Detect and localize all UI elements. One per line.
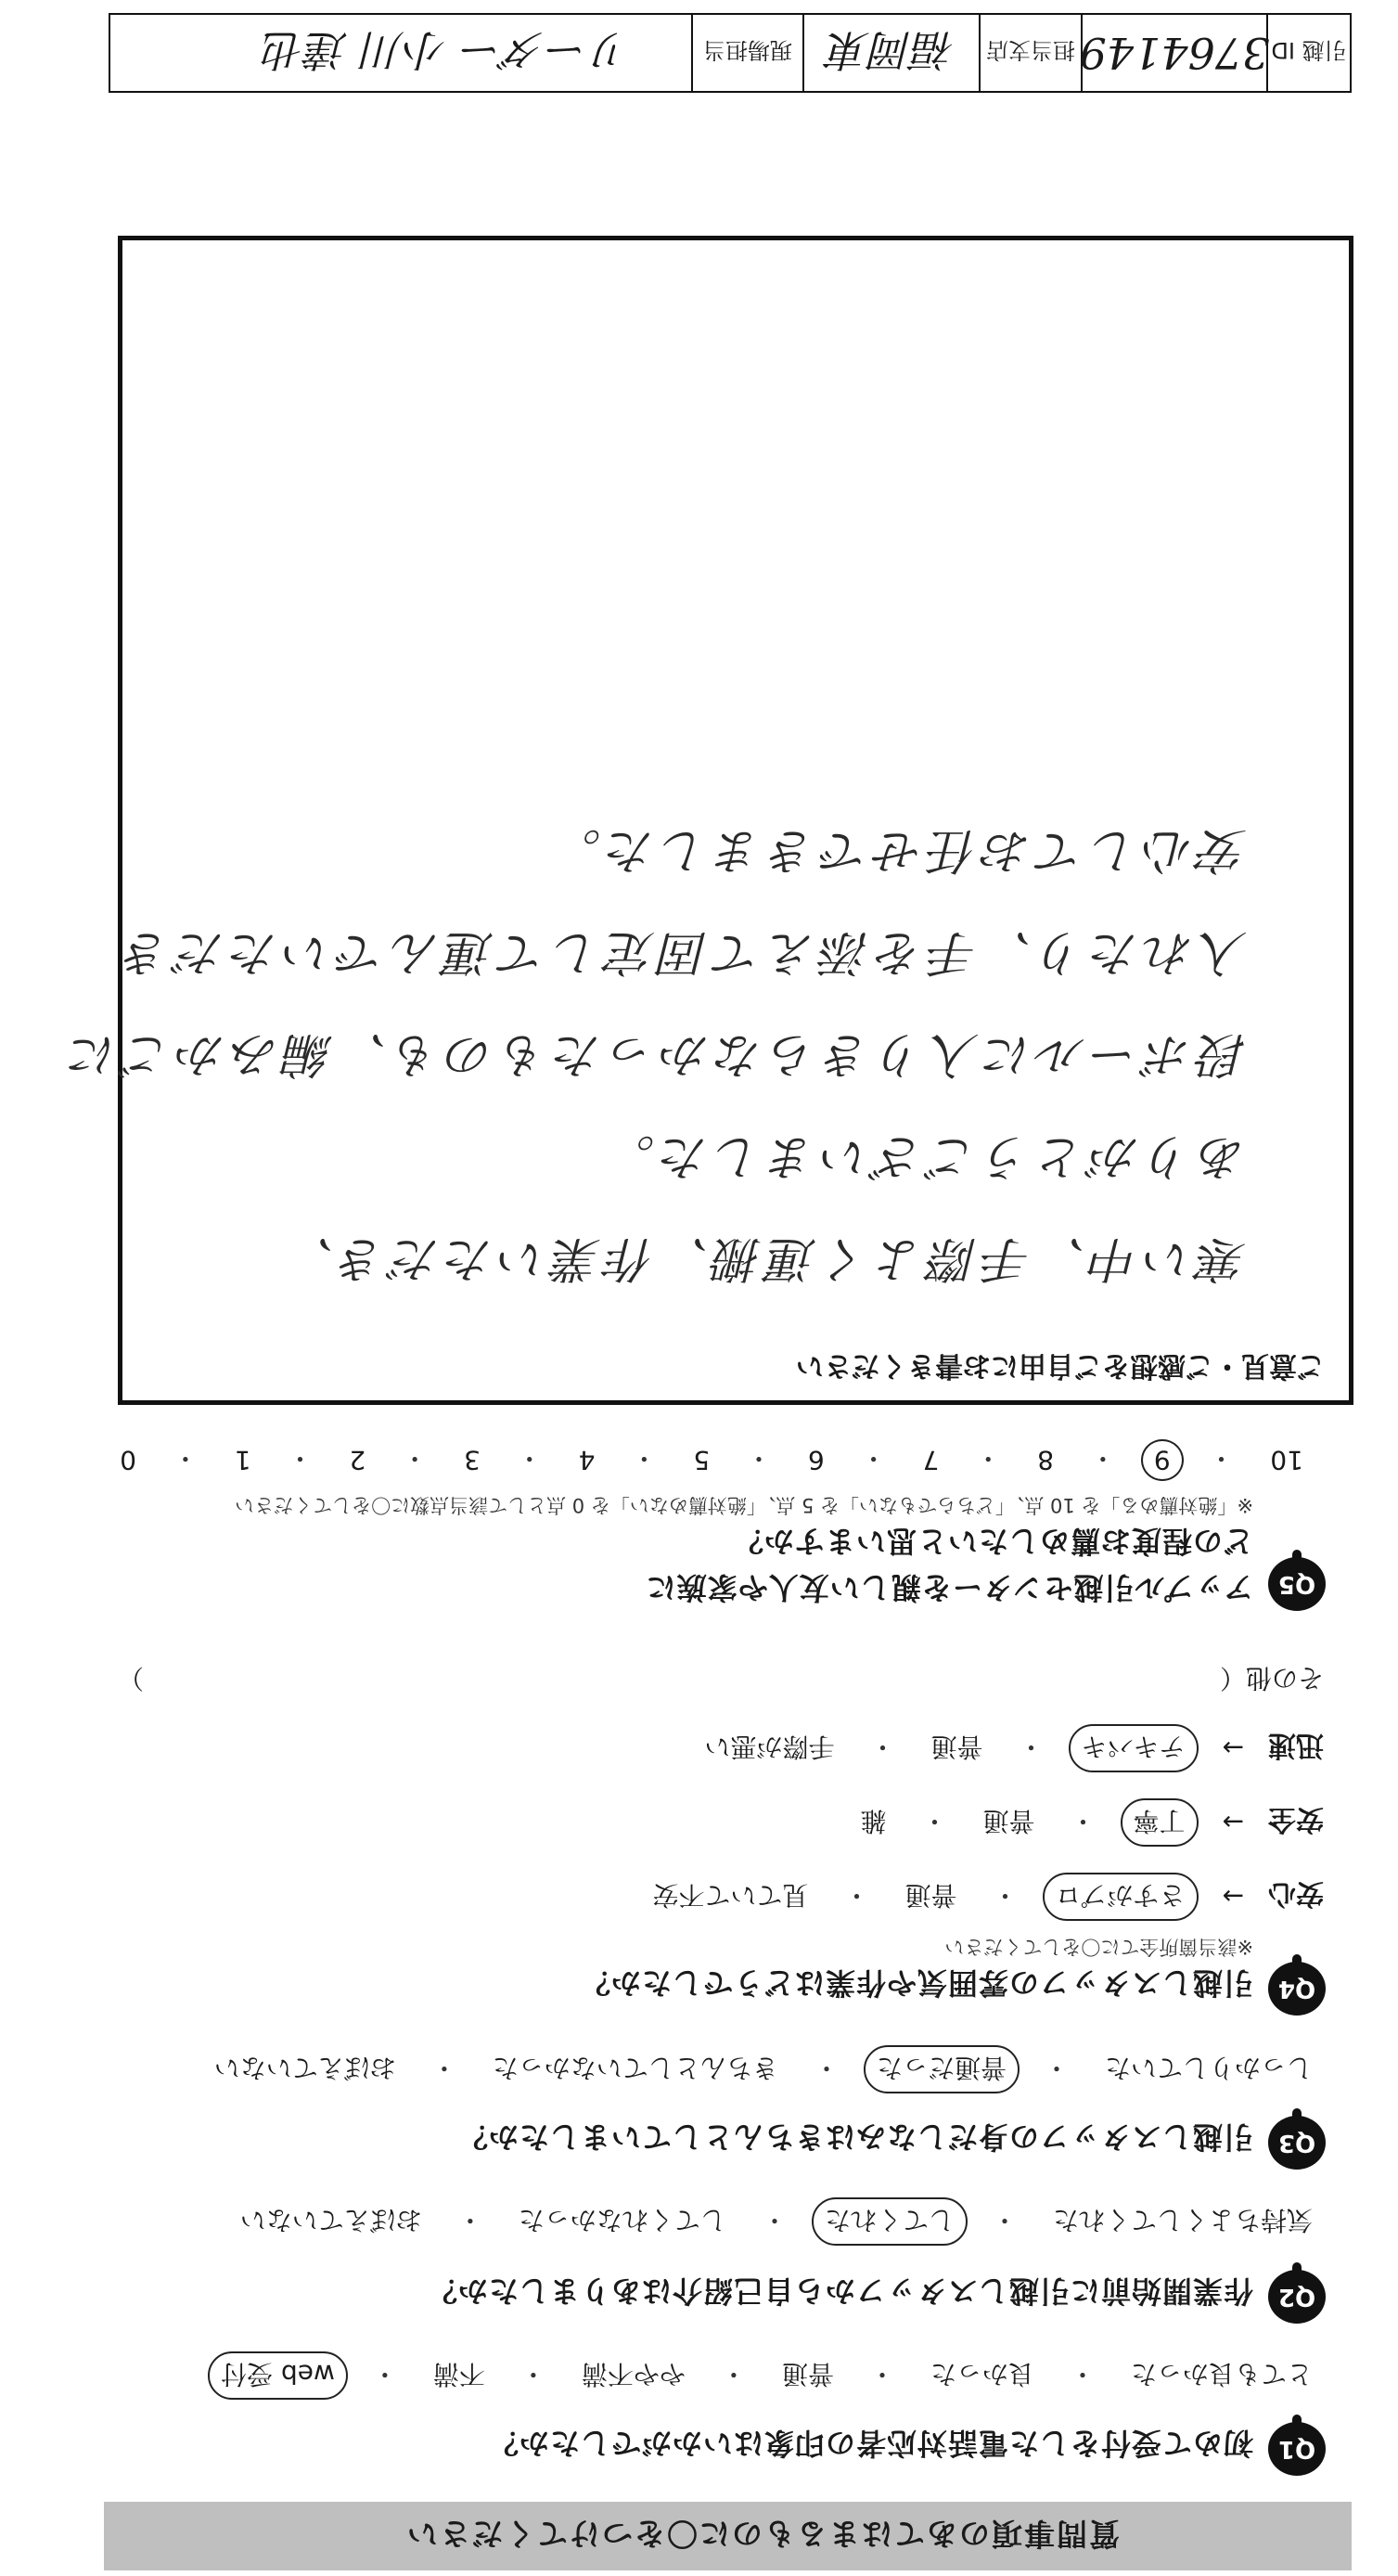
q4-row-label: 安心: [1268, 1877, 1324, 1910]
q1-badge: Q1: [1268, 2422, 1326, 2476]
comment-line-4: 入れたり、手を添えて固定して運んでいただき: [116, 924, 1247, 980]
q4-anshin-uneasy[interactable]: 見ていて不安: [652, 1880, 809, 1911]
q4-badge: Q4: [1268, 1962, 1326, 2016]
comment-line-1: 寒い中、手際よく運搬、作業いただき、: [280, 1230, 1247, 1286]
q3-option-normal-selected[interactable]: 普通だった: [864, 2045, 1020, 2093]
comment-line-5: 安心してお任せできました。: [546, 822, 1247, 878]
branch-value: 福岡東: [802, 15, 979, 91]
q4-jinsoku-clumsy[interactable]: 手際が悪い: [704, 1732, 835, 1762]
comment-line-3: 段ボールに入りきらなかったものも、編みかごに: [64, 1026, 1247, 1082]
q5-score-7[interactable]: 7: [922, 1445, 940, 1475]
q5-score-0[interactable]: 0: [120, 1445, 136, 1475]
q5-score-6[interactable]: 6: [807, 1445, 825, 1475]
q4-other-close: ）: [118, 1663, 145, 1694]
q3-option-neat[interactable]: しっかりしていた: [1104, 2053, 1313, 2083]
q4-row-anshin: 安心 → さすがプロ ・ 普通 ・ 見ていて不安: [641, 1873, 1324, 1921]
site-leader-label: 現場担当: [691, 15, 802, 91]
move-id-value: 3764149: [1081, 15, 1266, 91]
q1-option-good[interactable]: 良かった: [930, 2359, 1034, 2389]
q4-row-label: 安全: [1268, 1803, 1324, 1835]
q5-score-8[interactable]: 8: [1037, 1445, 1054, 1475]
q2-badge: Q2: [1268, 2270, 1326, 2324]
q4-row-jinsoku: 迅速 → テキパキ ・ 普通 ・ 手際が悪い: [693, 1724, 1324, 1772]
q4-anshin-pro-selected[interactable]: さすがプロ: [1043, 1873, 1199, 1921]
q4-jinsoku-normal[interactable]: 普通: [930, 1732, 983, 1762]
q2-option-did-selected[interactable]: してくれた: [812, 2197, 968, 2246]
q2-question: 作業開始前に引越しスタッフから自己紹介はありましたか？: [426, 2273, 1253, 2309]
q5-badge: Q5: [1268, 1557, 1326, 1611]
q3-question: 引越しスタッフの身だしなみはきちんとしていましたか？: [456, 2119, 1253, 2155]
q4-anzen-normal[interactable]: 普通: [982, 1806, 1035, 1836]
staff-info-table: [109, 13, 1352, 93]
q4-question: 引越しスタッフの雰囲気や作業はどうでしたか？: [579, 1965, 1253, 2001]
q5-note: ※「絶対薦める」を 10 点、「どちらでもない」を 5 点、「絶対薦めない」を 0 点として該当点数に〇をしてください: [235, 1494, 1253, 1516]
q1-option-very-good[interactable]: とても良かった: [1130, 2359, 1313, 2389]
arrow-right-icon: →: [1222, 1732, 1244, 1764]
q3-options: しっかりしていた ・ 普通だった ・ きちんとしていなかった ・ おぼえていない: [203, 2045, 1324, 2093]
comment-box[interactable]: [64, 236, 1353, 1405]
q3-option-untidy[interactable]: きちんとしていなかった: [492, 2053, 778, 2083]
arrow-right-icon: →: [1222, 1881, 1244, 1913]
q5-score-4[interactable]: 4: [578, 1445, 596, 1475]
q1-option-dissatisfied[interactable]: 不満: [432, 2359, 485, 2389]
q5-score-1[interactable]: 1: [234, 1445, 251, 1475]
q4-row-anzen: 安全 → 丁寧 ・ 普通 ・ 雑: [849, 1798, 1324, 1847]
instructions-text: 質問事項のあてはまるものに〇をつけてください: [405, 2516, 1120, 2553]
q1-option-web-selected[interactable]: web 受付: [208, 2351, 348, 2400]
q4-anshin-normal[interactable]: 普通: [904, 1880, 957, 1911]
q5-question-line1: アップル引越センターを親しい友人や家族に: [645, 1570, 1253, 1605]
q4-other-label: その他（: [1219, 1663, 1324, 1694]
q4-other-row: [118, 1661, 1324, 1698]
q4-anzen-careful-selected[interactable]: 丁寧: [1121, 1798, 1199, 1847]
q1-option-slightly-dissatisfied[interactable]: やや不満: [581, 2359, 686, 2389]
q3-option-dont-remember[interactable]: おぼえていない: [213, 2053, 396, 2083]
q5-score-10[interactable]: 10: [1270, 1445, 1303, 1475]
q4-anzen-rough[interactable]: 雑: [860, 1806, 887, 1836]
q5-question-line2: どの程度お薦めしたいと思いますか？: [732, 1524, 1253, 1559]
q5-score-3[interactable]: 3: [463, 1445, 481, 1475]
comment-box-label: ご意見・ご感想をご自由にお書きください: [796, 1349, 1325, 1382]
q1-question: 初めて受付をした電話対応者の印象はいかがでしたか？: [487, 2426, 1253, 2461]
q2-options: 気持ちよくしてくれた ・ してくれた ・ してくれなかった ・ おぼえていない: [229, 2197, 1324, 2246]
move-id-label: 引越 ID: [1266, 15, 1350, 91]
q5-score-2[interactable]: 2: [349, 1445, 366, 1475]
arrow-right-icon: →: [1222, 1807, 1244, 1838]
q5-score-9-selected[interactable]: 9: [1141, 1439, 1184, 1481]
q4-row-label: 迅速: [1268, 1729, 1324, 1761]
q2-option-dont-remember[interactable]: おぼえていない: [239, 2205, 422, 2235]
q3-badge: Q3: [1268, 2116, 1326, 2170]
q2-option-did-not[interactable]: してくれなかった: [518, 2205, 726, 2235]
q2-option-pleasant[interactable]: 気持ちよくしてくれた: [1052, 2205, 1313, 2235]
q5-scale: 10 ・ 9 ・ 8 ・ 7 ・ 6 ・ 5 ・ 4 ・ 3 ・ 2 ・ 1 ・ 0: [109, 1439, 1315, 1481]
instructions-banner: [104, 2502, 1352, 2570]
q5-score-5[interactable]: 5: [693, 1445, 711, 1475]
branch-label: 担当支店: [979, 15, 1081, 91]
site-leader-value: リーダー 小川 達也: [263, 25, 632, 75]
q4-jinsoku-quick-selected[interactable]: テキパキ: [1069, 1724, 1199, 1772]
q1-option-normal[interactable]: 普通: [781, 2359, 834, 2389]
comment-line-2: ありがとうございました。: [600, 1128, 1247, 1184]
q4-note: ※該当箇所全てに〇をしてください: [944, 1936, 1253, 1958]
q1-options: とても良かった ・ 良かった ・ 普通 ・ やや不満 ・ 不満 ・ web 受付: [208, 2351, 1324, 2400]
